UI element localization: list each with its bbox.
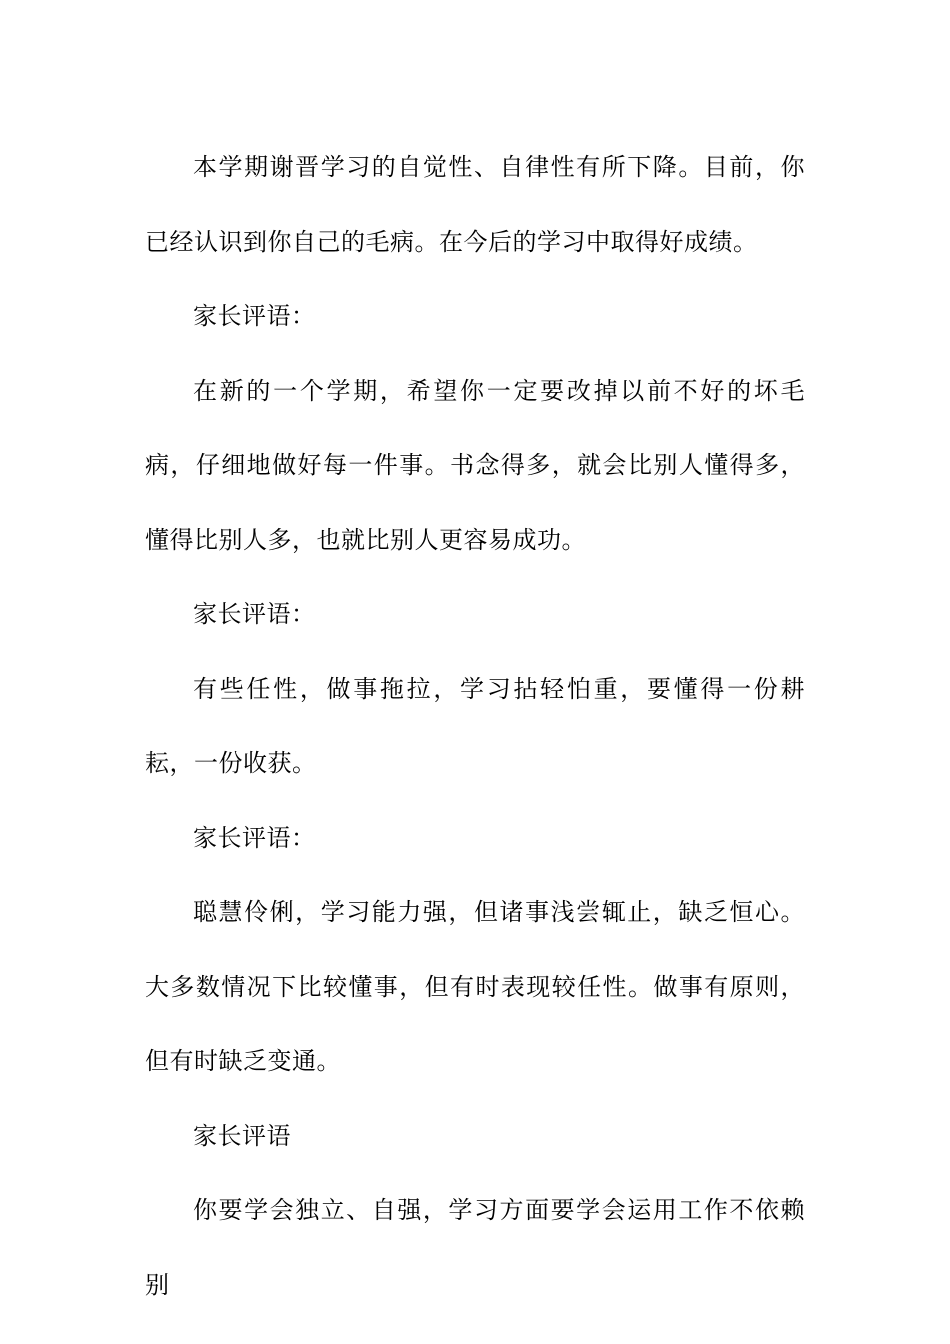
- paragraph-new-semester-comment: 在新的一个学期，希望你一定要改掉以前不好的坏毛病，仔细地做好每一件事。书念得多，就会比别人懂得多，懂得比别人多，也就比别人更容易成功。: [145, 376, 805, 554]
- parent-comment-heading-1: 家长评语：: [193, 302, 316, 330]
- paragraph-clever-comment: 聪慧伶俐，学习能力强，但诸事浅尝辄止，缺乏恒心。大多数情况下比较懂事，但有时表现较任性。做事有原则，但有时缺乏变通。: [145, 898, 805, 1075]
- parent-comment-heading-4: 家长评语: [193, 1121, 291, 1150]
- paragraph-willful-comment: 有些任性，做事拖拉，学习拈轻怕重，要懂得一份耕耘，一份收获。: [145, 674, 805, 777]
- document-body: [145, 130, 805, 1322]
- parent-comment-heading-3: 家长评语：: [193, 823, 316, 852]
- paragraph-independence-comment: 你要学会独立、自强，学习方面要学会运用工作不依赖别: [145, 1196, 805, 1299]
- paragraph-self-discipline-comment: 本学期谢晋学习的自觉性、自律性有所下降。目前，你已经认识到你自己的毛病。在今后的学习中取得好成绩。: [145, 153, 805, 256]
- parent-comment-heading-2: 家长评语：: [193, 600, 316, 628]
